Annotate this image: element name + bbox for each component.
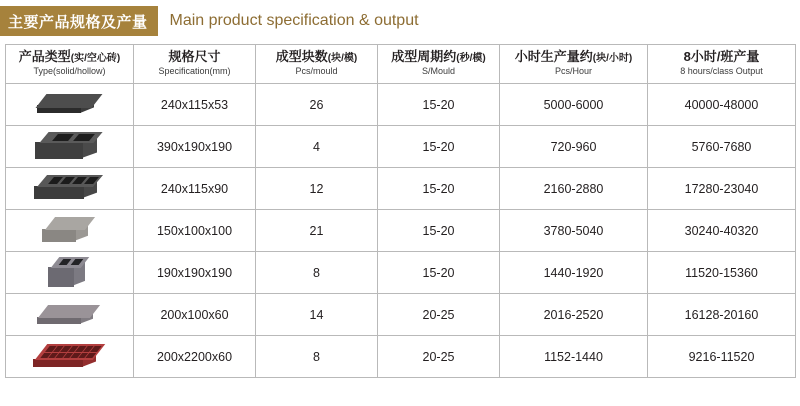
grey-hollow-block-tall-icon: [6, 253, 133, 293]
cell-cycle: 20-25: [378, 294, 500, 336]
cell-pcs-per-hour: 5000-6000: [500, 84, 648, 126]
header-banner: [0, 6, 800, 36]
dark-hollow-block-2hole-icon: [6, 127, 133, 167]
cell-specification: 390x190x190: [134, 126, 256, 168]
column-header-type-cn: 产品类型(实/空心砖): [18, 49, 121, 65]
cell-pcs-per-mould: 14: [256, 294, 378, 336]
product-image-cell: [6, 210, 134, 252]
table-row: [6, 252, 796, 294]
cell-pcs-per-mould: 21: [256, 210, 378, 252]
cell-output-8h: 17280-23040: [648, 168, 796, 210]
cell-pcs-per-hour: 1440-1920: [500, 252, 648, 294]
column-header-type: [6, 45, 134, 84]
column-header-pcs-per-hour: [500, 45, 648, 84]
table-row: [6, 84, 796, 126]
cell-specification: 240x115x53: [134, 84, 256, 126]
column-header-specification-en: Specification(mm): [158, 66, 231, 77]
column-header-pcs-per-hour-cn: 小时生产量约(块/小时): [514, 49, 633, 65]
column-header-cycle: [378, 45, 500, 84]
table-row: [6, 210, 796, 252]
cell-pcs-per-hour: 720-960: [500, 126, 648, 168]
cell-pcs-per-mould: 8: [256, 336, 378, 378]
table-header-row: [6, 45, 796, 84]
column-header-output-8h: [648, 45, 796, 84]
product-image-cell: [6, 126, 134, 168]
column-header-type-en: Type(solid/hollow): [33, 66, 106, 77]
column-header-output-8h-cn: 8小时/班产量: [683, 49, 760, 65]
cell-pcs-per-hour: 2016-2520: [500, 294, 648, 336]
product-image-cell: [6, 168, 134, 210]
column-header-specification: [134, 45, 256, 84]
cell-pcs-per-hour: 2160-2880: [500, 168, 648, 210]
column-header-output-8h-en: 8 hours/class Output: [680, 66, 763, 77]
column-header-pcs-per-mould-cn: 成型块数(块/模): [275, 49, 358, 65]
cell-specification: 150x100x100: [134, 210, 256, 252]
cell-specification: 240x115x90: [134, 168, 256, 210]
cell-output-8h: 40000-48000: [648, 84, 796, 126]
cell-output-8h: 9216-11520: [648, 336, 796, 378]
cell-cycle: 20-25: [378, 336, 500, 378]
cell-output-8h: 16128-20160: [648, 294, 796, 336]
red-perforated-slab-icon: [6, 337, 133, 377]
table-row: [6, 168, 796, 210]
grey-flat-brick-icon: [6, 295, 133, 335]
cell-specification: 200x2200x60: [134, 336, 256, 378]
product-image-cell: [6, 336, 134, 378]
cell-cycle: 15-20: [378, 168, 500, 210]
cell-specification: 200x100x60: [134, 294, 256, 336]
table-row: [6, 126, 796, 168]
grey-solid-cube-icon: [6, 211, 133, 251]
cell-specification: 190x190x190: [134, 252, 256, 294]
cell-cycle: 15-20: [378, 252, 500, 294]
column-header-cycle-en: S/Mould: [421, 66, 456, 77]
cell-output-8h: 5760-7680: [648, 126, 796, 168]
dark-hollow-block-4hole-icon: [6, 169, 133, 209]
cell-output-8h: 30240-40320: [648, 210, 796, 252]
column-header-pcs-per-hour-en: Pcs/Hour: [554, 66, 592, 77]
cell-pcs-per-mould: 4: [256, 126, 378, 168]
cell-pcs-per-mould: 26: [256, 84, 378, 126]
column-header-pcs-per-mould-en: Pcs/mould: [295, 66, 338, 77]
dark-solid-paver-icon: [6, 85, 133, 125]
cell-pcs-per-hour: 3780-5040: [500, 210, 648, 252]
table-row: [6, 336, 796, 378]
product-image-cell: [6, 84, 134, 126]
spec-sheet-page: [0, 6, 800, 406]
cell-cycle: 15-20: [378, 210, 500, 252]
cell-cycle: 15-20: [378, 126, 500, 168]
product-image-cell: [6, 252, 134, 294]
cell-pcs-per-mould: 8: [256, 252, 378, 294]
header-title-cn: 主要产品规格及产量: [0, 6, 158, 36]
cell-pcs-per-mould: 12: [256, 168, 378, 210]
cell-cycle: 15-20: [378, 84, 500, 126]
header-title-en: Main product specification & output: [169, 12, 419, 29]
column-header-specification-cn: 规格尺寸: [168, 49, 221, 65]
specification-table: [5, 44, 796, 378]
column-header-pcs-per-mould: [256, 45, 378, 84]
cell-pcs-per-hour: 1152-1440: [500, 336, 648, 378]
cell-output-8h: 11520-15360: [648, 252, 796, 294]
table-row: [6, 294, 796, 336]
column-header-cycle-cn: 成型周期约(秒/模): [391, 49, 486, 65]
product-image-cell: [6, 294, 134, 336]
